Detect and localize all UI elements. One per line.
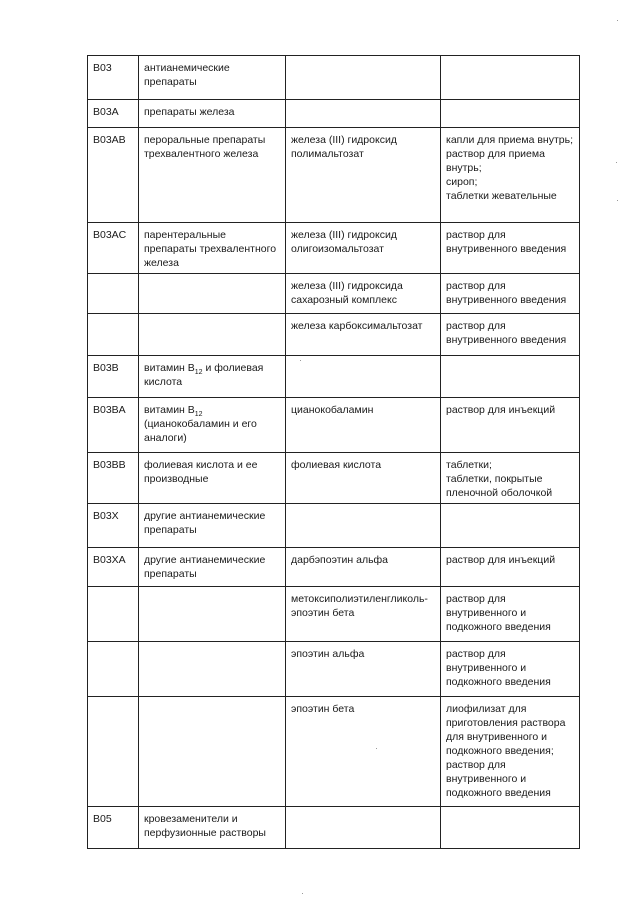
- table-row: [88, 504, 580, 548]
- dosage-form-cell: [441, 548, 580, 587]
- group-name-cell: [139, 697, 286, 807]
- dosage-form-cell: [441, 697, 580, 807]
- drug-name-cell: [286, 548, 441, 587]
- subscript: 12: [194, 369, 203, 377]
- drug-name: фолиевая кислота: [291, 459, 382, 471]
- drug-name-cell: [286, 223, 441, 274]
- atc-code-cell: [88, 642, 139, 697]
- dosage-form: раствор для внутривенного введения: [446, 320, 567, 346]
- dosage-form: раствор для инъекций: [446, 404, 556, 416]
- table-row: [88, 56, 580, 100]
- drug-name-cell: [286, 453, 441, 504]
- drug-name: эпоэтин бета: [291, 703, 355, 715]
- drug-name: железа (III) гидроксид олигоизомальтозат: [291, 229, 397, 255]
- dosage-form-cell: [441, 356, 580, 398]
- dosage-form-cell: [441, 56, 580, 100]
- dosage-form: раствор для приема внутрь;: [446, 148, 545, 174]
- dosage-form-cell: [441, 314, 580, 356]
- drug-name: эпоэтин альфа: [291, 648, 365, 660]
- atc-code-cell: B03X: [88, 504, 139, 548]
- group-name-cell: кровезаменители и перфузионные растворы: [139, 807, 286, 849]
- drug-name-cell: [286, 587, 441, 642]
- drug-classification-table: [87, 55, 580, 849]
- drug-name-cell: [286, 56, 441, 100]
- scan-speck: [300, 360, 301, 361]
- group-name-cell: [139, 587, 286, 642]
- dosage-form: раствор для внутривенного и подкожного введения: [446, 648, 551, 688]
- table-row: [88, 100, 580, 128]
- atc-code-cell: B03B: [88, 356, 139, 398]
- group-name-cell: препараты железа: [139, 100, 286, 128]
- drug-name-cell: [286, 697, 441, 807]
- atc-code-cell: [88, 314, 139, 356]
- drug-name: цианокобаламин: [291, 404, 374, 416]
- scan-speck: [617, 20, 618, 21]
- group-name-cell: парентеральные препараты трехвалентного железа: [139, 223, 286, 274]
- drug-name-cell: [286, 100, 441, 128]
- group-name-cell: [139, 274, 286, 314]
- group-name-cell: [139, 314, 286, 356]
- atc-code-cell: B03AC: [88, 223, 139, 274]
- scan-speck: [616, 162, 617, 163]
- group-name-cell: другие антианемические препараты: [139, 548, 286, 587]
- dosage-form-cell: [441, 274, 580, 314]
- dosage-form: раствор для инъекций: [446, 554, 556, 566]
- subscript: 12: [194, 411, 203, 419]
- atc-code-cell: [88, 697, 139, 807]
- drug-name: дарбэпоэтин альфа: [291, 554, 389, 566]
- dosage-form-cell: [441, 453, 580, 504]
- drug-name-cell: [286, 642, 441, 697]
- scan-speck: [376, 748, 377, 749]
- dosage-form-cell: [441, 223, 580, 274]
- table-row: [88, 223, 580, 274]
- group-name-text: (цианокобаламин и его аналоги): [144, 418, 257, 444]
- table-row: [88, 807, 580, 849]
- dosage-form: раствор для внутривенного и подкожного введения: [446, 593, 551, 633]
- table-row: [88, 398, 580, 453]
- dosage-form: таблетки жевательные: [446, 190, 557, 202]
- group-name-cell: [139, 398, 286, 453]
- atc-code-cell: B03: [88, 56, 139, 100]
- drug-name-cell: [286, 807, 441, 849]
- group-name-cell: другие антианемические препараты: [139, 504, 286, 548]
- dosage-form: таблетки;: [446, 459, 492, 471]
- atc-code-cell: [88, 587, 139, 642]
- group-name-text: витамин B: [144, 362, 195, 374]
- atc-code-cell: B05: [88, 807, 139, 849]
- table-row: [88, 697, 580, 807]
- dosage-form-cell: [441, 807, 580, 849]
- dosage-form-cell: [441, 642, 580, 697]
- dosage-form: сироп;: [446, 176, 478, 188]
- dosage-form: раствор для внутривенного введения: [446, 229, 567, 255]
- table-row: [88, 453, 580, 504]
- drug-name-cell: [286, 504, 441, 548]
- group-name-text: и фолиевая кислота: [144, 362, 264, 388]
- atc-code-cell: B03BB: [88, 453, 139, 504]
- scan-speck: [302, 893, 303, 894]
- table-row: [88, 642, 580, 697]
- dosage-form: раствор для внутривенного введения: [446, 280, 567, 306]
- dosage-form-cell: [441, 504, 580, 548]
- group-name-cell: пероральные препараты трехвалентного железа: [139, 128, 286, 223]
- drug-name: железа (III) гидроксид полимальтозат: [291, 134, 397, 160]
- group-name-text: витамин B: [144, 404, 195, 416]
- atc-code-cell: B03AB: [88, 128, 139, 223]
- drug-name-cell: [286, 356, 441, 398]
- table-row: [88, 548, 580, 587]
- dosage-form-cell: [441, 100, 580, 128]
- dosage-form: лиофилизат для приготовления раствора для внутривенного и подкожного введения;: [446, 703, 566, 757]
- atc-code-cell: B03XA: [88, 548, 139, 587]
- drug-name: метоксиполиэтиленгликоль-эпоэтин бета: [291, 593, 428, 619]
- atc-code-cell: B03A: [88, 100, 139, 128]
- drug-name-cell: [286, 128, 441, 223]
- drug-name-cell: [286, 314, 441, 356]
- dosage-form: раствор для внутривенного и подкожного введения: [446, 759, 551, 799]
- group-name-cell: [139, 356, 286, 398]
- table-row: [88, 314, 580, 356]
- dosage-form: капли для приема внутрь;: [446, 134, 573, 146]
- group-name-cell: [139, 642, 286, 697]
- drug-name: железа карбоксимальтозат: [291, 320, 423, 332]
- table-row: [88, 356, 580, 398]
- group-name-cell: фолиевая кислота и ее производные: [139, 453, 286, 504]
- drug-name-cell: [286, 274, 441, 314]
- atc-code-cell: [88, 274, 139, 314]
- table-row: [88, 128, 580, 223]
- atc-code-cell: B03BA: [88, 398, 139, 453]
- dosage-form: таблетки, покрытые пленочной оболочкой: [446, 473, 553, 499]
- drug-name: железа (III) гидроксида сахарозный комплекс: [291, 280, 403, 306]
- dosage-form-cell: [441, 128, 580, 223]
- table-row: [88, 587, 580, 642]
- drug-name-cell: [286, 398, 441, 453]
- table-row: [88, 274, 580, 314]
- dosage-form-cell: [441, 398, 580, 453]
- group-name-cell: антианемические препараты: [139, 56, 286, 100]
- scan-speck: [617, 200, 618, 201]
- dosage-form-cell: [441, 587, 580, 642]
